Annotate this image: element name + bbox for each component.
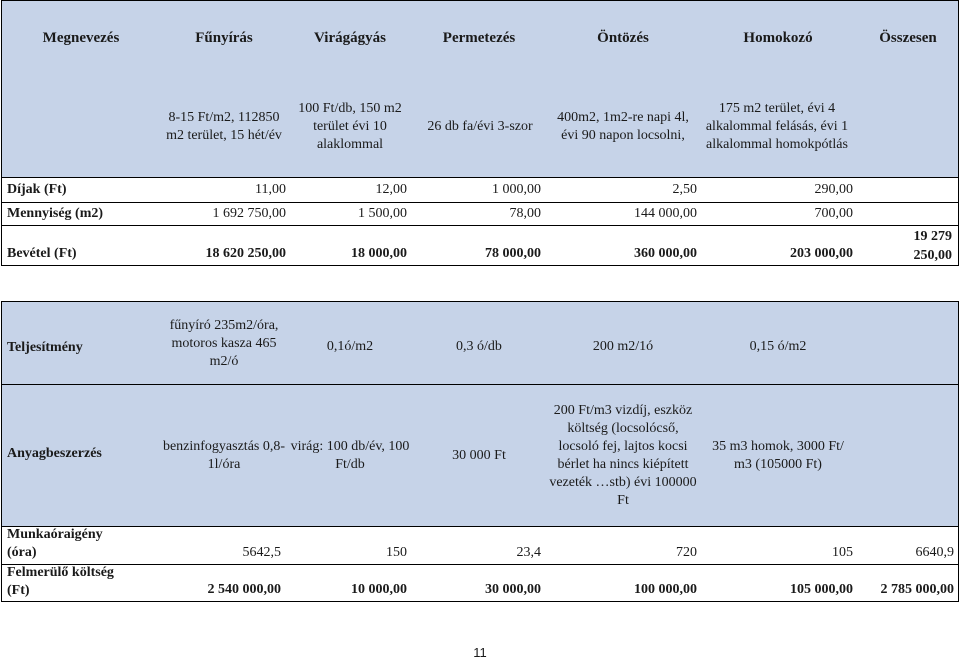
bevetel-total-line2: 250,00 <box>913 248 952 263</box>
row-label-anyagbeszerzes: Anyagbeszerzés <box>7 446 102 461</box>
cell-dijak-viragagyas: 12,00 <box>375 182 407 197</box>
header-megnevezes: Megnevezés <box>42 30 120 46</box>
table-row-mennyiseg <box>2 206 958 226</box>
cell-munkaora-permetezes: 23,4 <box>516 545 541 560</box>
row-label-bevetel: Bevétel (Ft) <box>7 246 77 261</box>
cell-munkaora-funyiras: 5642,5 <box>242 545 281 560</box>
header-ontozes: Öntözés <box>597 30 649 46</box>
munkaora-label-line1: Munkaóraigény <box>7 527 103 542</box>
cell-anyag-permetezes: 30 000 Ft <box>452 448 506 463</box>
bevetel-total-line1: 19 279 <box>913 229 952 244</box>
cell-felmerulo-osszesen: 2 785 000,00 <box>880 582 954 597</box>
cell-bevetel-homokozo: 203 000,00 <box>790 246 853 261</box>
cell-munkaora-homokozo: 105 <box>832 545 853 560</box>
cell-mennyiseg-viragagyas: 1 500,00 <box>358 206 407 221</box>
row-label-felmerulo <box>7 564 114 600</box>
header-funyiras: Fűnyírás <box>195 30 253 46</box>
cell-anyag-viragagyas: virág: 100 db/év, 100 Ft/db <box>290 439 410 472</box>
cell-bevetel-funyiras: 18 620 250,00 <box>205 246 286 261</box>
cell-bevetel-ontozes: 360 000,00 <box>634 246 697 261</box>
cell-bevetel-permetezes: 78 000,00 <box>485 246 541 261</box>
desc-funyiras: 8-15 Ft/m2, 112850 m2 terület, 15 hét/év <box>166 109 282 143</box>
pricing-table <box>1 0 959 266</box>
munkaora-label-line2: (óra) <box>7 545 37 560</box>
cell-munkaora-osszesen: 6640,9 <box>915 545 954 560</box>
cell-felmerulo-homokozo: 105 000,00 <box>790 582 853 597</box>
table-header-row <box>2 1 958 77</box>
cell-anyag-homokozo: 35 m3 homok, 3000 Ft/ m3 (105000 Ft) <box>712 439 844 472</box>
cell-bevetel-viragagyas: 18 000,00 <box>351 246 407 261</box>
table-row-bevetel <box>2 246 958 266</box>
cell-teljesitmeny-homokozo: 0,15 ó/m2 <box>749 339 807 354</box>
cell-dijak-funyiras: 11,00 <box>255 182 286 197</box>
felmerulo-label-line1: Felmerülő költség <box>7 565 114 580</box>
felmerulo-label-line2: (Ft) <box>7 583 30 598</box>
cell-dijak-homokozo: 290,00 <box>814 182 853 197</box>
cell-mennyiseg-ontozes: 144 000,00 <box>634 206 697 221</box>
header-osszesen: Összesen <box>879 30 937 46</box>
desc-permetezes: 26 db fa/évi 3-szor <box>427 118 533 134</box>
cell-mennyiseg-funyiras: 1 692 750,00 <box>212 206 286 221</box>
cell-dijak-permetezes: 1 000,00 <box>492 182 541 197</box>
cell-anyag-ontozes: 200 Ft/m3 vizdíj, eszköz költség (locsolócső, locsoló fej, lajtos kocsi bérlet ha nincs kiépített vezeték …stb) évi 100000 Ft <box>549 403 697 508</box>
cell-felmerulo-ontozes: 100 000,00 <box>634 582 697 597</box>
cell-felmerulo-permetezes: 30 000,00 <box>485 582 541 597</box>
cell-teljesitmeny-ontozes: 200 m2/1ó <box>592 339 654 354</box>
cell-teljesitmeny-permetezes: 0,3 ó/db <box>456 339 502 354</box>
cell-felmerulo-viragagyas: 10 000,00 <box>351 582 407 597</box>
row-label-teljesitmeny: Teljesítmény <box>7 340 83 355</box>
page-number: 11 <box>473 645 487 660</box>
cell-dijak-ontozes: 2,50 <box>672 182 697 197</box>
cell-mennyiseg-permetezes: 78,00 <box>509 206 541 221</box>
desc-ontozes: 400m2, 1m2-re napi 4l, évi 90 napon locsolni, <box>557 109 689 143</box>
header-homokozo: Homokozó <box>743 30 813 46</box>
row-label-dijak: Díjak (Ft) <box>7 182 67 197</box>
desc-homokozo: 175 m2 terület, évi 4 alkalommal felásás, évi 1 alkalommal homokpótlás <box>705 100 849 152</box>
cell-teljesitmeny-viragagyas: 0,1ó/m2 <box>326 339 374 354</box>
cost-table <box>1 301 959 602</box>
cell-felmerulo-funyiras: 2 540 000,00 <box>207 582 281 597</box>
row-label-munkaora <box>7 526 103 562</box>
desc-viragagyas: 100 Ft/db, 150 m2 terület évi 10 alaklommal <box>298 100 402 152</box>
cell-munkaora-ontozes: 720 <box>676 545 697 560</box>
cell-anyag-funyiras: benzinfogyasztás 0,8-1l/óra <box>162 439 286 472</box>
cell-mennyiseg-homokozo: 700,00 <box>814 206 853 221</box>
row-label-mennyiseg: Mennyiség (m2) <box>7 206 104 221</box>
cell-teljesitmeny-funyiras: fűnyíró 235m2/óra, motoros kasza 465 m2/ó <box>169 318 279 369</box>
cell-bevetel-osszesen <box>914 227 953 265</box>
header-permetezes: Permetezés <box>442 30 516 46</box>
header-viragagyas: Virágágyás <box>314 30 386 46</box>
table-row-dijak <box>2 182 958 202</box>
cell-munkaora-viragagyas: 150 <box>386 545 407 560</box>
